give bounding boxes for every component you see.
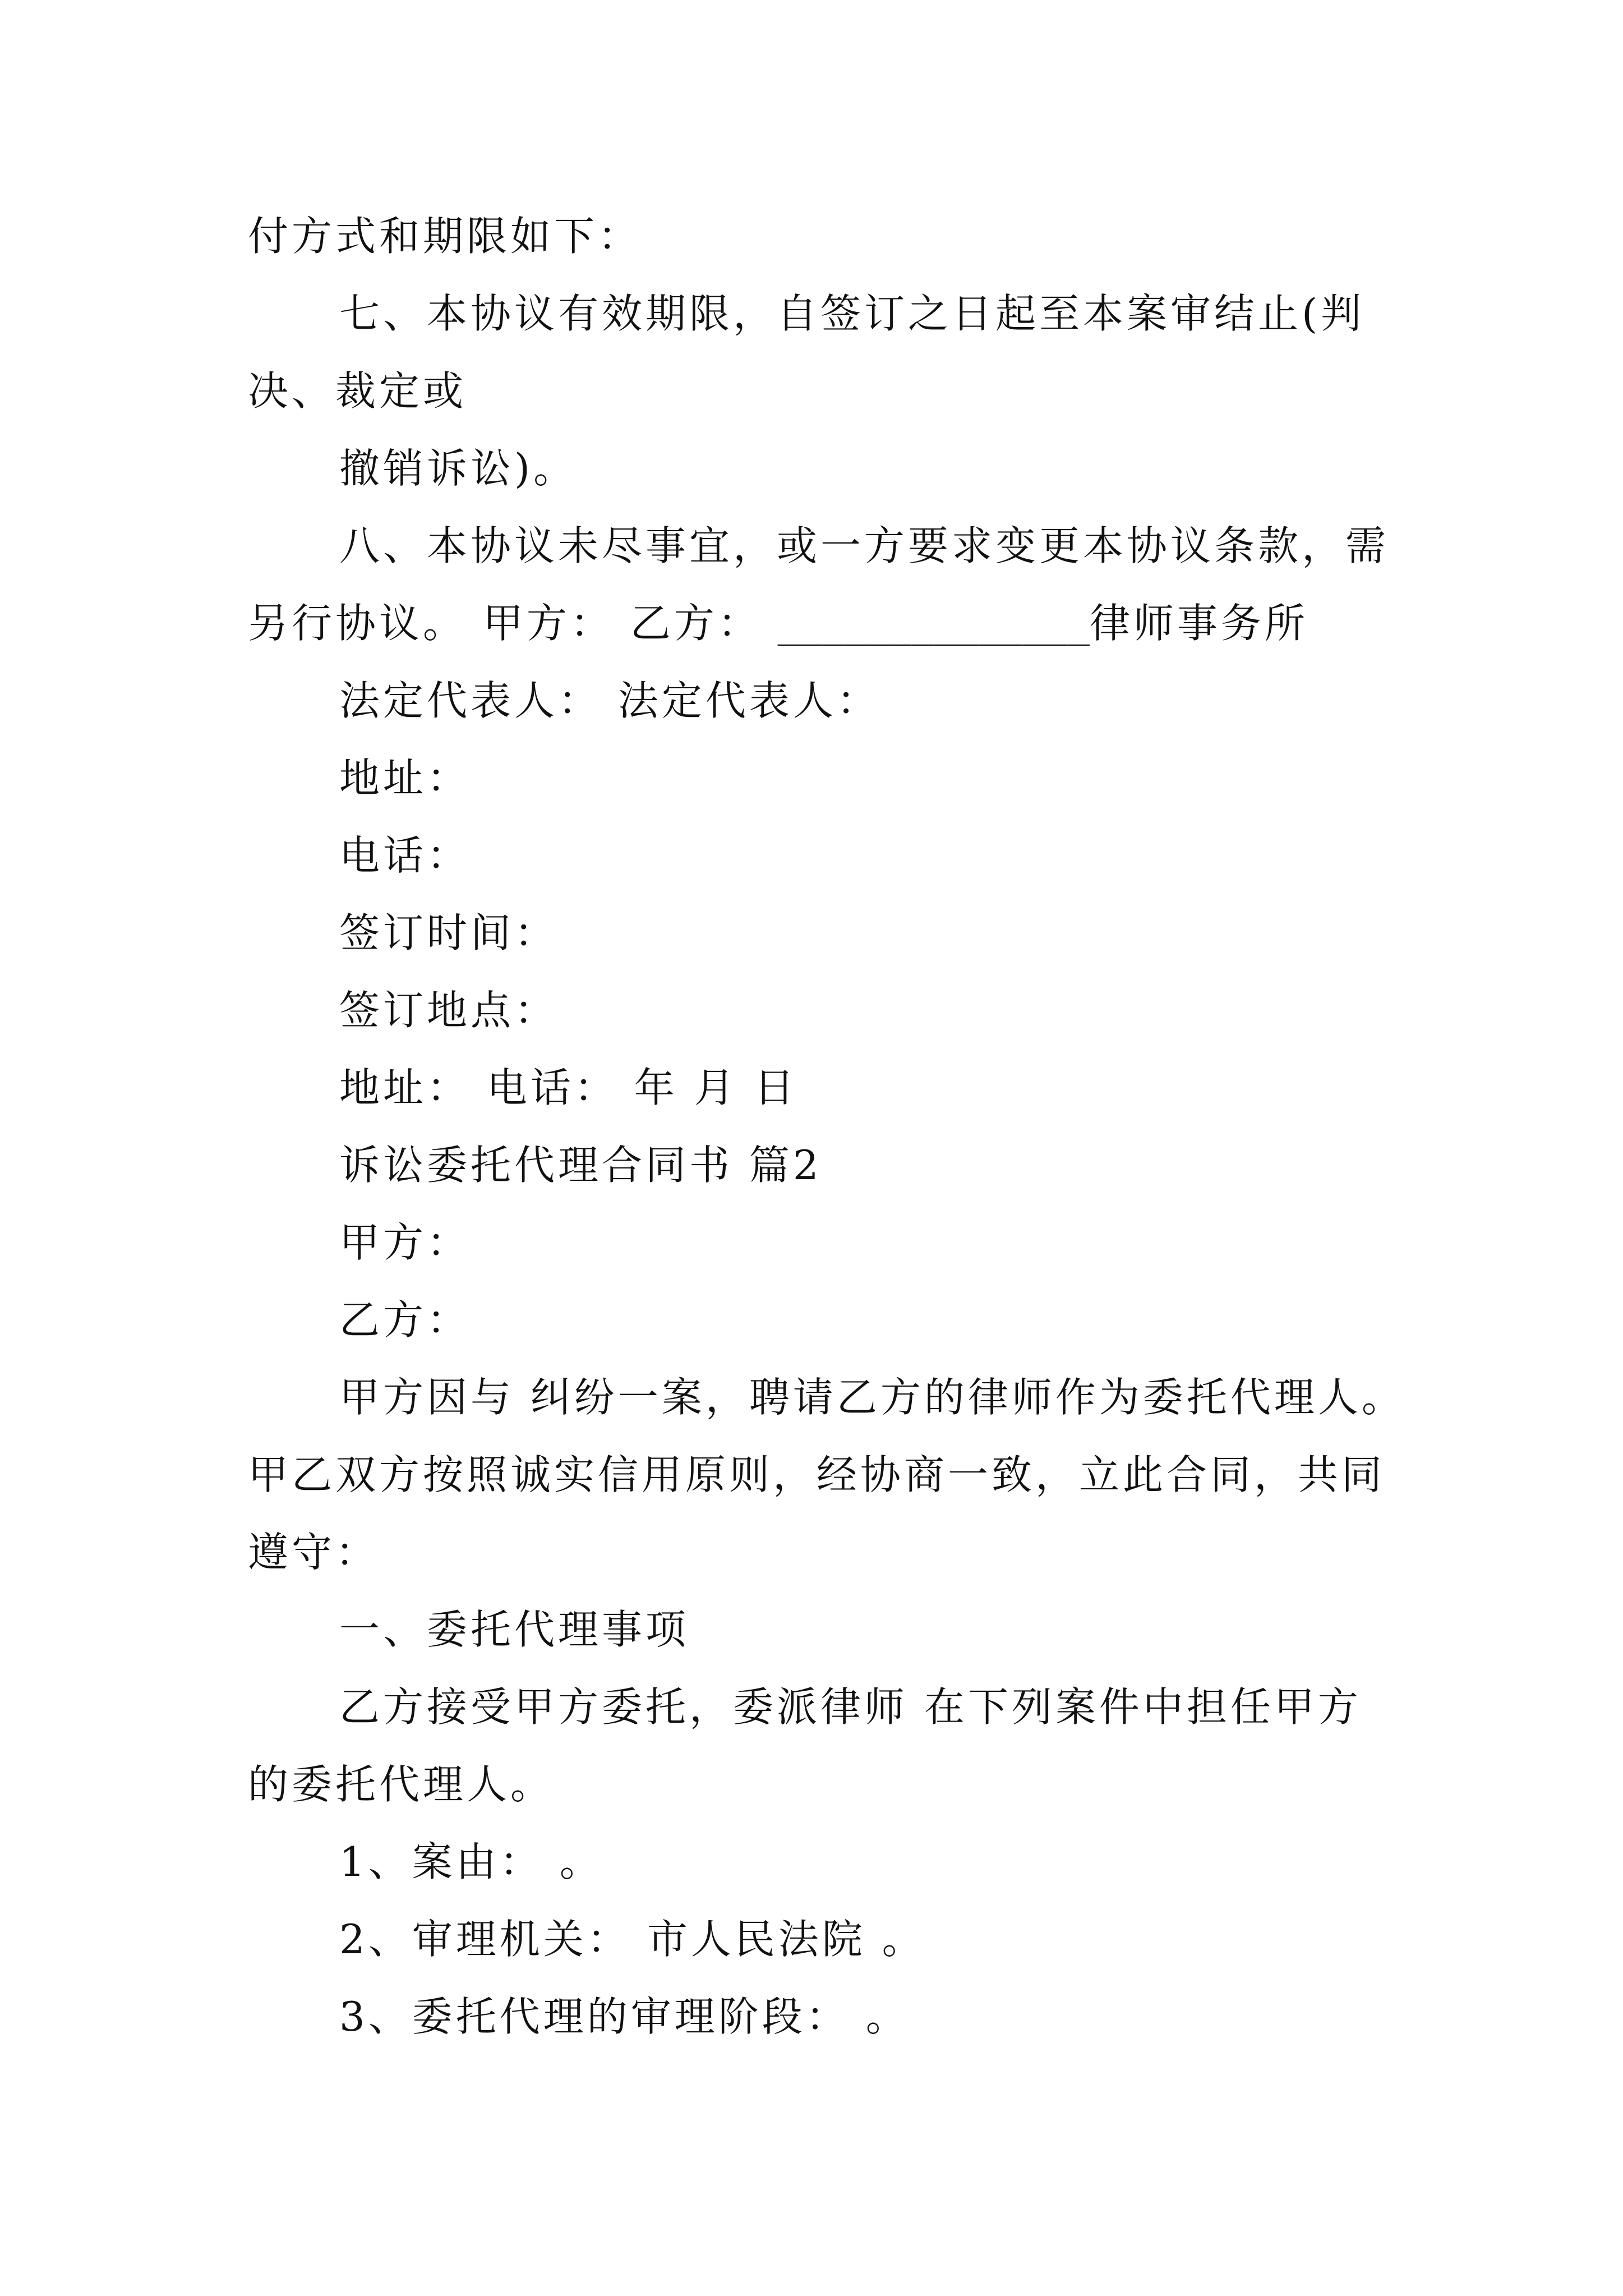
party-b-field [248, 1281, 1623, 1359]
text-line: 法定代表人： 法定代表人： [339, 677, 880, 724]
preamble-paragraph [248, 1359, 1623, 1591]
clause-8-supplementary [248, 507, 1623, 662]
contract-title-part-2 [248, 1126, 1623, 1204]
item-1-case-cause [248, 1823, 1623, 1901]
text-line: 撤销诉讼)。 [339, 445, 578, 492]
address-field [248, 739, 1623, 817]
text-line: 甲乙双方按照诚实信用原则，经协商一致，立此合同，共同 [248, 1451, 1386, 1498]
text-line: 的委托代理人。 [248, 1761, 555, 1808]
text-line: 2、审理机关： 市人民法院 。 [339, 1916, 926, 1963]
parties-line [248, 585, 1623, 662]
text-line: 地址： [339, 754, 471, 802]
text-line: 甲方： [339, 1219, 471, 1266]
text-line: 付方式和期限如下： [248, 213, 642, 260]
clause-7-validity [248, 275, 1623, 430]
text-line: 一、委托代理事项 [339, 1606, 690, 1653]
text-line: 1、案由： 。 [339, 1838, 603, 1885]
section-1-heading [248, 1591, 1623, 1668]
signing-date-field [248, 894, 1623, 972]
text-line: 乙方： [339, 1296, 471, 1343]
text-line: 遵守： [248, 1529, 380, 1576]
section-1-body [248, 1668, 1623, 1823]
text-line: 七、本协议有效期限，自签订之日起至本案审结止(判 [339, 290, 1365, 337]
legal-representative-field [248, 662, 1623, 739]
parties-label: 另行协议。 甲方： 乙方： [248, 600, 778, 647]
text-line: 决、裁定或 [248, 367, 467, 415]
text-line: 电话： [339, 832, 471, 879]
payment-terms-continuation [248, 197, 1623, 275]
party-a-field [248, 1204, 1623, 1281]
text-line: 3、委托代理的审理阶段： 。 [339, 1993, 910, 2040]
signing-place-field [248, 972, 1623, 1049]
text-line: 签订时间： [339, 909, 559, 956]
phone-field [248, 817, 1623, 894]
item-3-trial-stage [248, 1978, 1623, 2055]
text-line: 甲方因与 纠纷一案，聘请乙方的律师作为委托代理人。 [339, 1374, 1405, 1421]
law-firm-name-blank: ______________ [777, 603, 1090, 646]
law-firm-suffix: 律师事务所 [1089, 600, 1308, 647]
text-line: 地址： 电话： 年 月 日 [339, 1064, 798, 1111]
address-phone-date-field [248, 1049, 1623, 1126]
section-title: 诉讼委托代理合同书 篇2 [339, 1142, 822, 1189]
text-line: 签订地点： [339, 987, 559, 1034]
clause-7-continuation [248, 430, 1623, 507]
item-2-trial-court [248, 1901, 1623, 1978]
text-line: 乙方接受甲方委托，委派律师 在下列案件中担任甲方 [339, 1683, 1362, 1731]
text-line: 八、本协议未尽事宜，或一方要求变更本协议条款，需 [339, 522, 1390, 569]
